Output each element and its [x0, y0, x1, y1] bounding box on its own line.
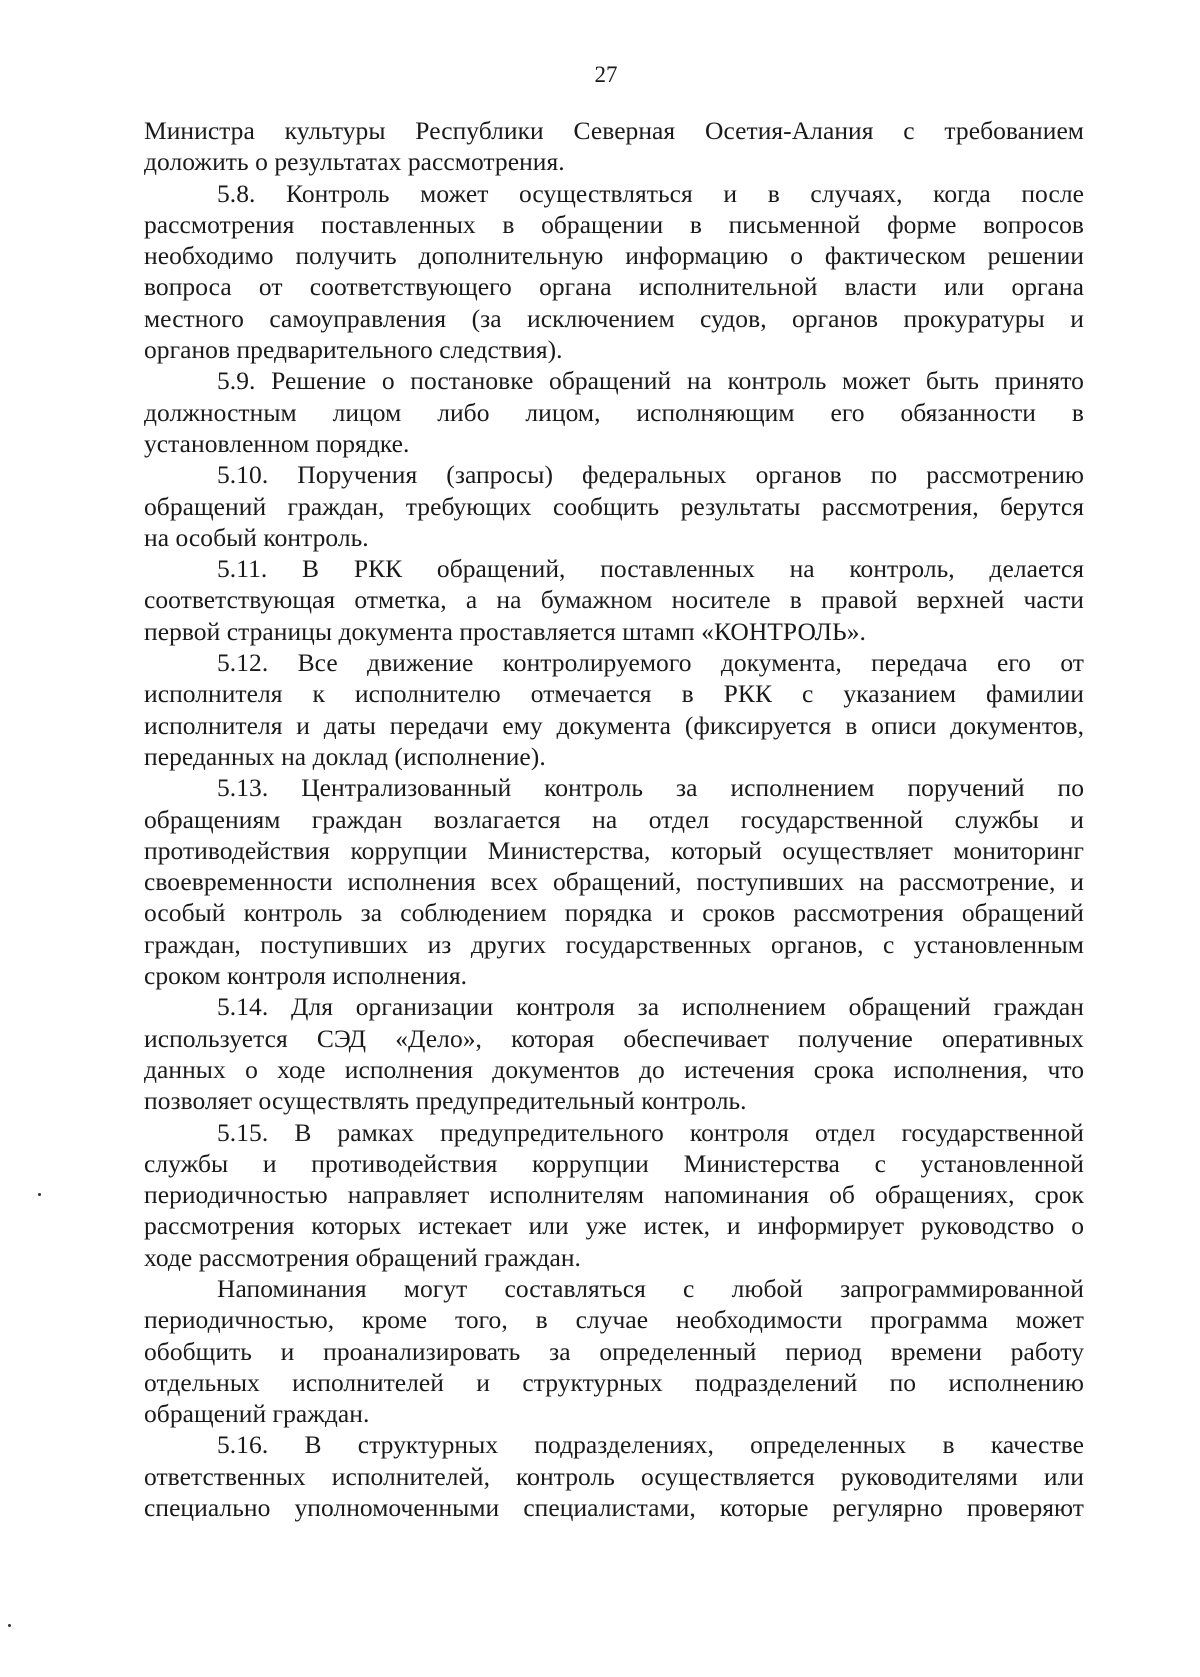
text-line: вопроса от соответствующего органа исполнительной власти или органа [144, 272, 1084, 302]
body-text [144, 115, 1084, 1523]
text-line: обращений граждан. [144, 1399, 370, 1429]
text-line: сроком контроля исполнения. [144, 961, 468, 991]
text-line: 5.14. Для организации контроля за исполнением обращений граждан [217, 992, 1084, 1022]
text-line: 5.15. В рамках предупредительного контроля отдел государственной [217, 1117, 1084, 1147]
text-line: Министра культуры Республики Северная Осетия-Алания с требованием [144, 116, 1084, 145]
page-number: 27 [594, 62, 618, 87]
text-line: установленном порядке. [144, 428, 410, 458]
text-line: исполнителя к исполнителю отмечается в РКК с указанием фамилии [144, 679, 1084, 709]
text-line: периодичностью, кроме того, в случае необходимости программа может [144, 1305, 1084, 1335]
text-line: на особый контроль. [144, 522, 369, 552]
text-line: местного самоуправления (за исключением судов, органов прокуратуры и [144, 303, 1084, 333]
text-line: данных о ходе исполнения документов до истечения срока исполнения, что [144, 1054, 1084, 1084]
text-line: 5.12. Все движение контролируемого документа, передача его от [217, 648, 1084, 678]
text-line: 5.13. Централизованный контроль за исполнением поручений по [217, 773, 1084, 803]
text-line: граждан, поступивших из других государственных органов, с установленным [144, 929, 1084, 959]
text-line: переданных на доклад (исполнение). [144, 741, 546, 771]
text-line: используется СЭД «Дело», которая обеспечивает получение оперативных [144, 1023, 1084, 1053]
text-line: специально уполномоченными специалистами, которые регулярно проверяют [144, 1493, 1084, 1523]
text-line: первой страницы документа проставляется штамп «КОНТРОЛЬ». [144, 616, 866, 646]
text-line: особый контроль за соблюдением порядка и сроков рассмотрения обращений [144, 898, 1084, 928]
text-line: 5.9. Решение о постановке обращений на контроль может быть принято [217, 366, 1084, 396]
text-line: службы и противодействия коррупции Министерства с установленной [144, 1148, 1084, 1178]
text-line: соответствующая отметка, а на бумажном носителе в правой верхней части [144, 585, 1084, 615]
text-line: позволяет осуществлять предупредительный контроль. [144, 1086, 747, 1116]
text-line: периодичностью направляет исполнителям напоминания об обращениях, срок [144, 1180, 1084, 1210]
text-line: рассмотрения поставленных в обращении в письменной форме вопросов [144, 209, 1084, 239]
scan-speck [8, 1624, 11, 1627]
text-line: 5.10. Поручения (запросы) федеральных органов по рассмотрению [217, 460, 1084, 490]
text-line: ходе рассмотрения обращений граждан. [144, 1242, 581, 1272]
text-line: отдельных исполнителей и структурных подразделений по исполнению [144, 1367, 1084, 1397]
scan-speck [38, 1193, 41, 1196]
text-line: рассмотрения которых истекает или уже истек, и информирует руководство о [144, 1211, 1084, 1241]
text-line: ответственных исполнителей, контроль осуществляется руководителями или [144, 1461, 1084, 1491]
text-line: 5.11. В РКК обращений, поставленных на контроль, делается [217, 554, 1084, 584]
text-line: органов предварительного следствия). [144, 335, 563, 365]
text-line: обращениям граждан возлагается на отдел государственной службы и [144, 804, 1084, 834]
text-line: исполнителя и даты передачи ему документа (фиксируется в описи документов, [144, 710, 1084, 740]
text-line: противодействия коррупции Министерства, который осуществляет мониторинг [144, 835, 1084, 865]
text-line: доложить о результатах рассмотрения. [144, 147, 565, 177]
text-line: Напоминания могут составляться с любой запрограммированной [217, 1273, 1084, 1303]
text-line: необходимо получить дополнительную информацию о фактическом решении [144, 241, 1084, 271]
text-line: своевременности исполнения всех обращений, поступивших на рассмотрение, и [144, 867, 1084, 897]
text-line: обобщить и проанализировать за определенный период времени работу [144, 1336, 1084, 1366]
text-line: обращений граждан, требующих сообщить результаты рассмотрения, берутся [144, 491, 1084, 521]
text-line: 5.8. Контроль может осуществляться и в случаях, когда после [217, 178, 1084, 208]
text-line: 5.16. В структурных подразделениях, определенных в качестве [217, 1430, 1084, 1460]
text-line: должностным лицом либо лицом, исполняющим его обязанности в [144, 397, 1084, 427]
